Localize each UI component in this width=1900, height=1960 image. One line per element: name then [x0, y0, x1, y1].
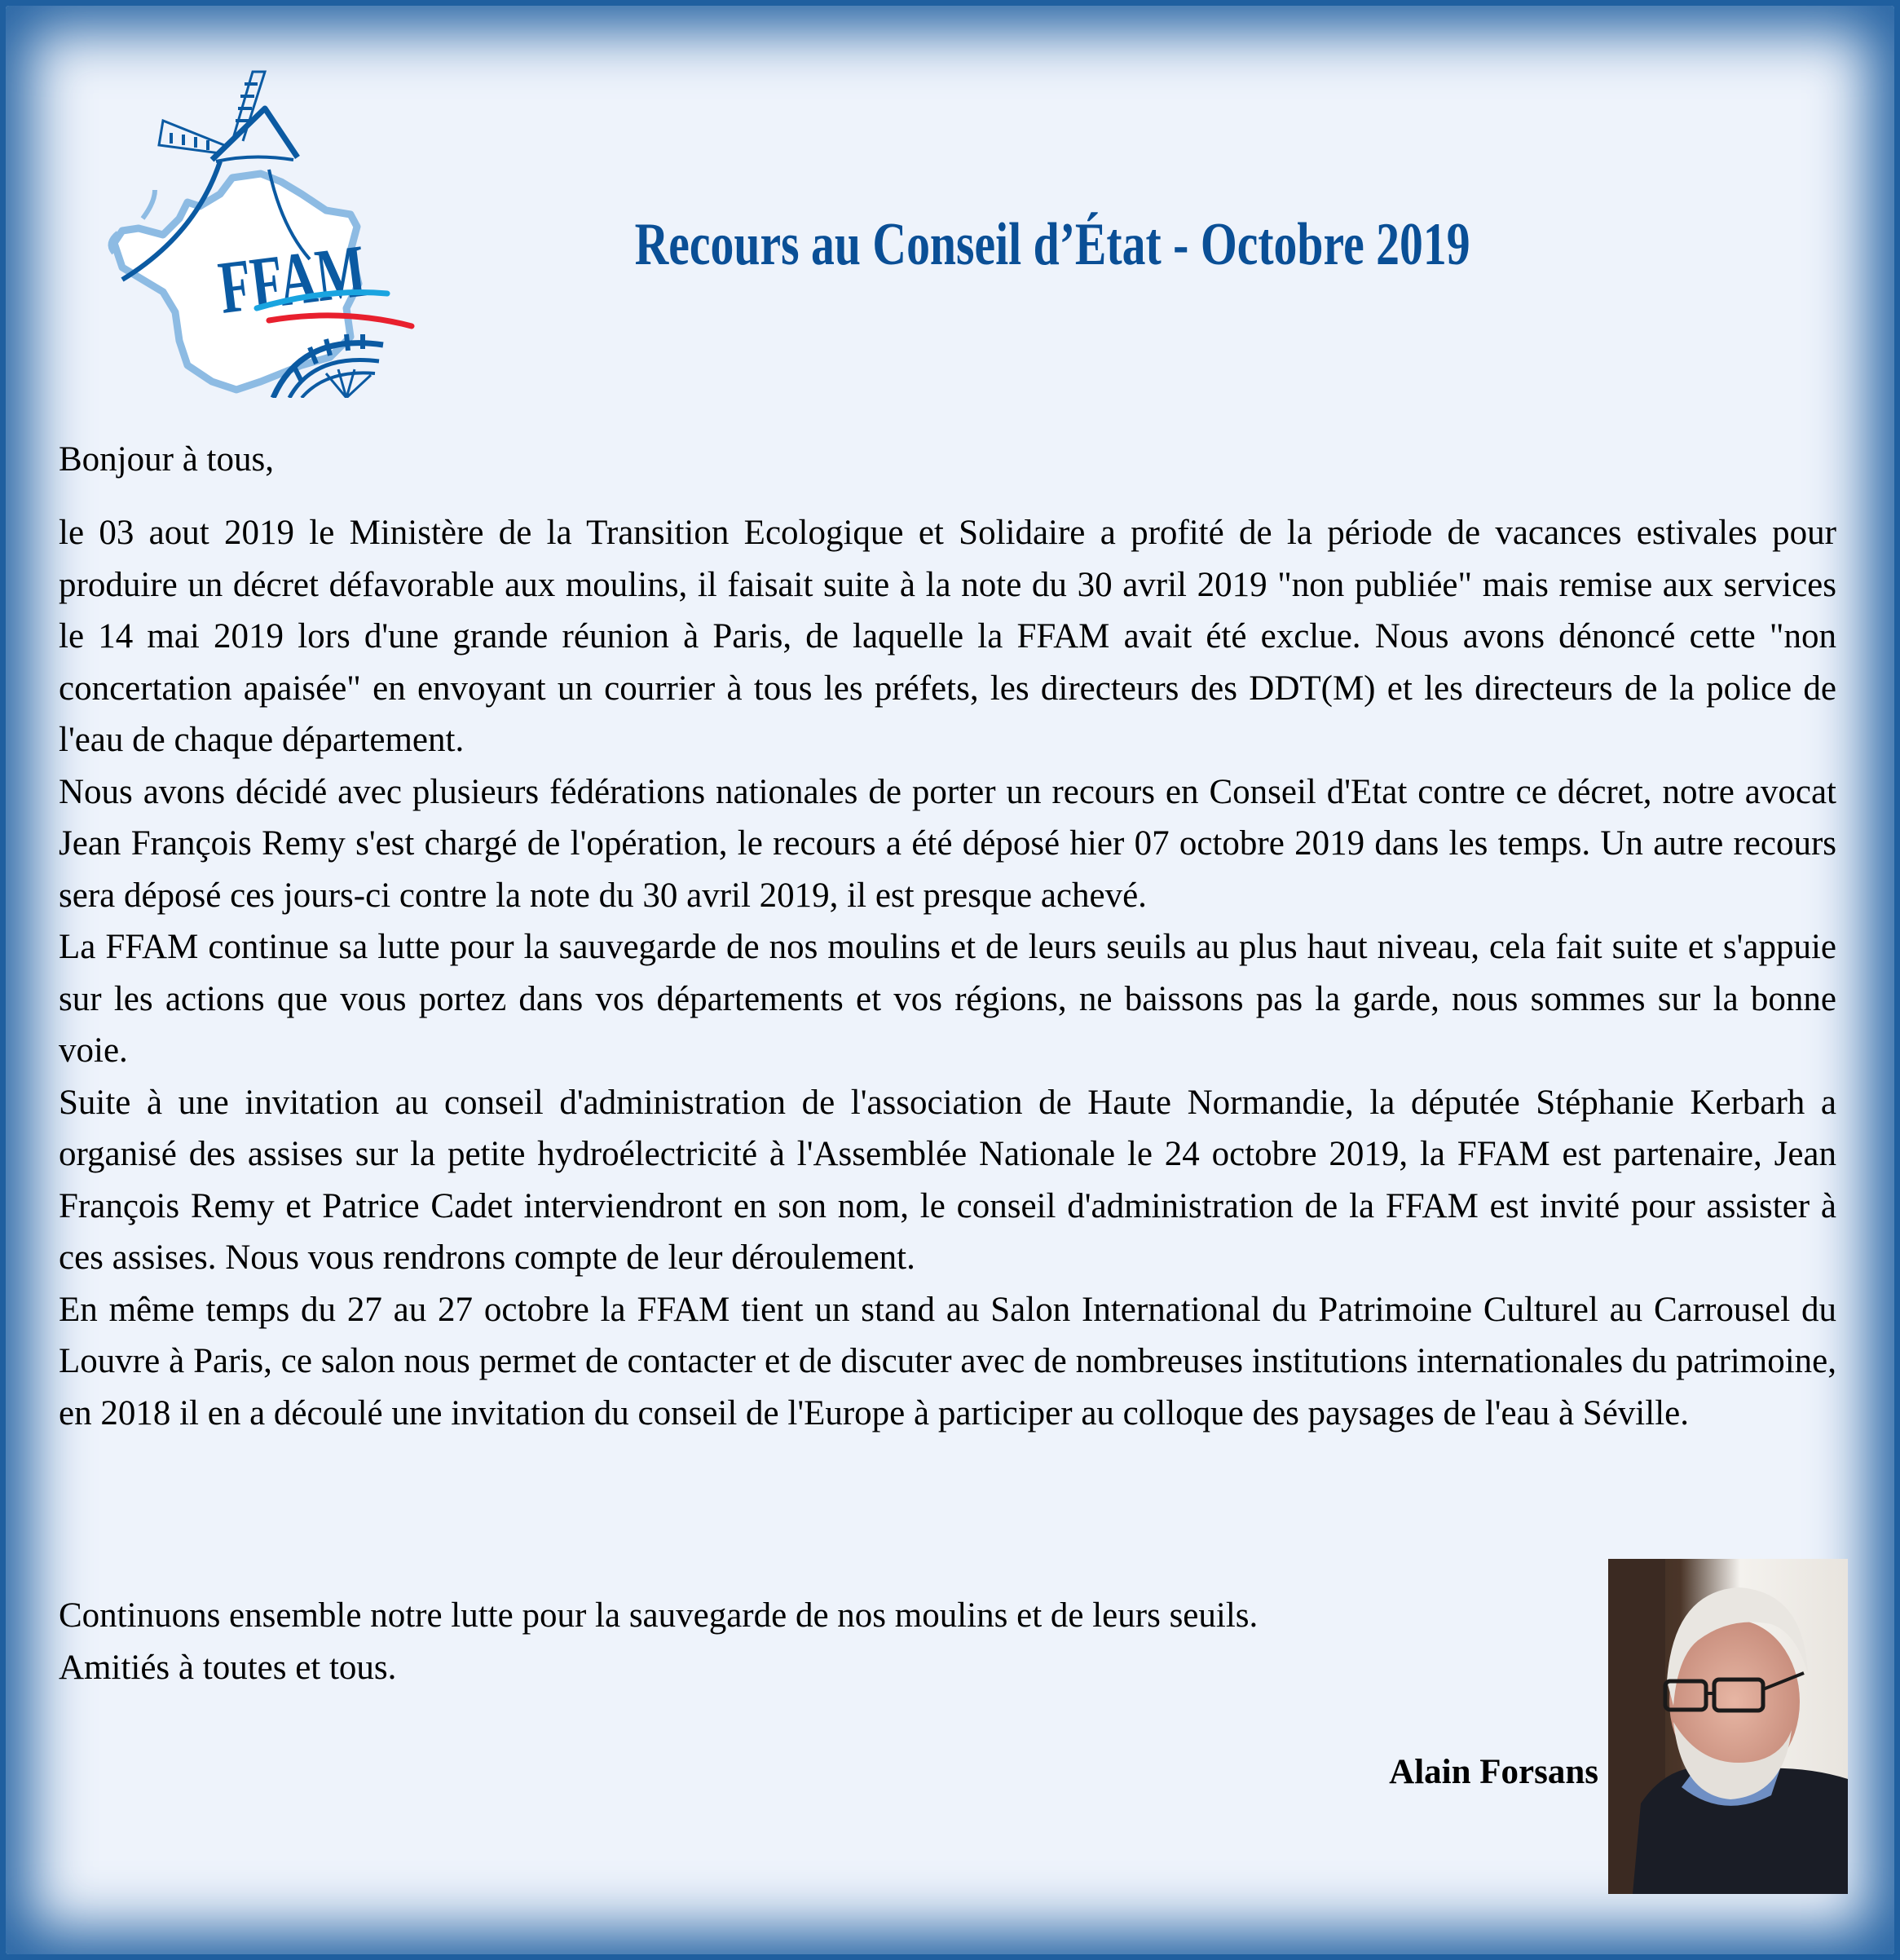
paragraph-decree: le 03 aout 2019 le Ministère de la Transition Ecologique et Solidaire a profité de la période de vacances estivales pour produire un décret défavorable aux moulins, il faisait suite à la note du 30 avril 2019 "non publiée" mais remise aux services le 14 mai 2019 lors d'une grande réunion à Paris, de laquelle la FFAM avait été exclue. Nous avons dénoncé cette "non concertation apaisée" en envoyant un courrier à tous les préfets, les directeurs des DDT(M) et les directeurs de la police de l'eau de chaque département. [59, 514, 1836, 759]
windmill-map-logo-icon [57, 39, 416, 398]
portrait-image-icon [1608, 1559, 1848, 1894]
svg-text:FFAM: FFAM [214, 221, 416, 329]
paragraph-salon: En même temps du 27 au 27 octobre la FFAM tient un stand au Salon International du Patrimoine Culturel au Carrousel du Louvre à Paris, ce salon nous permet de contacter et de discuter avec de nombreuses institutions internationales du patrimoine, en 2018 il en a découlé une invitation du conseil de l'Europe à participer au colloque des paysages de l'eau à Séville. [59, 1290, 1836, 1432]
page-title: Recours au Conseil d’État - Octobre 2019 [634, 211, 1470, 278]
author-photo [1608, 1559, 1848, 1894]
paragraph-assises: Suite à une invitation au conseil d'administration de l'association de Haute Normandie, la députée Stéphanie Kerbarh a organisé des assises sur la petite hydroélectricité à l'Assemblée Nationale le 24 octobre 2019, la FFAM est partenaire, Jean François Remy et Patrice Cadet interviendront en son nom, le conseil d'administration de la FFAM est invité pour assister à ces assises. Nous vous rendrons compte de leur déroulement. [59, 1083, 1836, 1277]
letter-body [59, 507, 1836, 1439]
closing-line: Amitiés à toutes et tous. [59, 1648, 397, 1687]
closing-line: Continuons ensemble notre lutte pour la sauvegarde de nos moulins et de leurs seuils. [59, 1596, 1259, 1635]
greeting: Bonjour à tous, [59, 440, 274, 479]
closing [59, 1590, 1836, 1693]
paragraph-struggle: La FFAM continue sa lutte pour la sauvegarde de nos moulins et de leurs seuils au plus haut niveau, cela fait suite et s'appuie sur les actions que vous portez dans vos départements et vos régions, ne baissons pas la garde, nous sommes sur la bonne voie. [59, 928, 1836, 1070]
signature: Alain Forsans [1389, 1753, 1598, 1791]
ffam-logo [57, 39, 416, 398]
paragraph-appeal: Nous avons décidé avec plusieurs fédérations nationales de porter un recours en Conseil d'Etat contre ce décret, notre avocat Jean François Remy s'est chargé de l'opération, le recours a été déposé hier 07 octobre 2019 dans les temps. Un autre recours sera déposé ces jours-ci contre la note du 30 avril 2019, il est presque achevé. [59, 772, 1836, 915]
